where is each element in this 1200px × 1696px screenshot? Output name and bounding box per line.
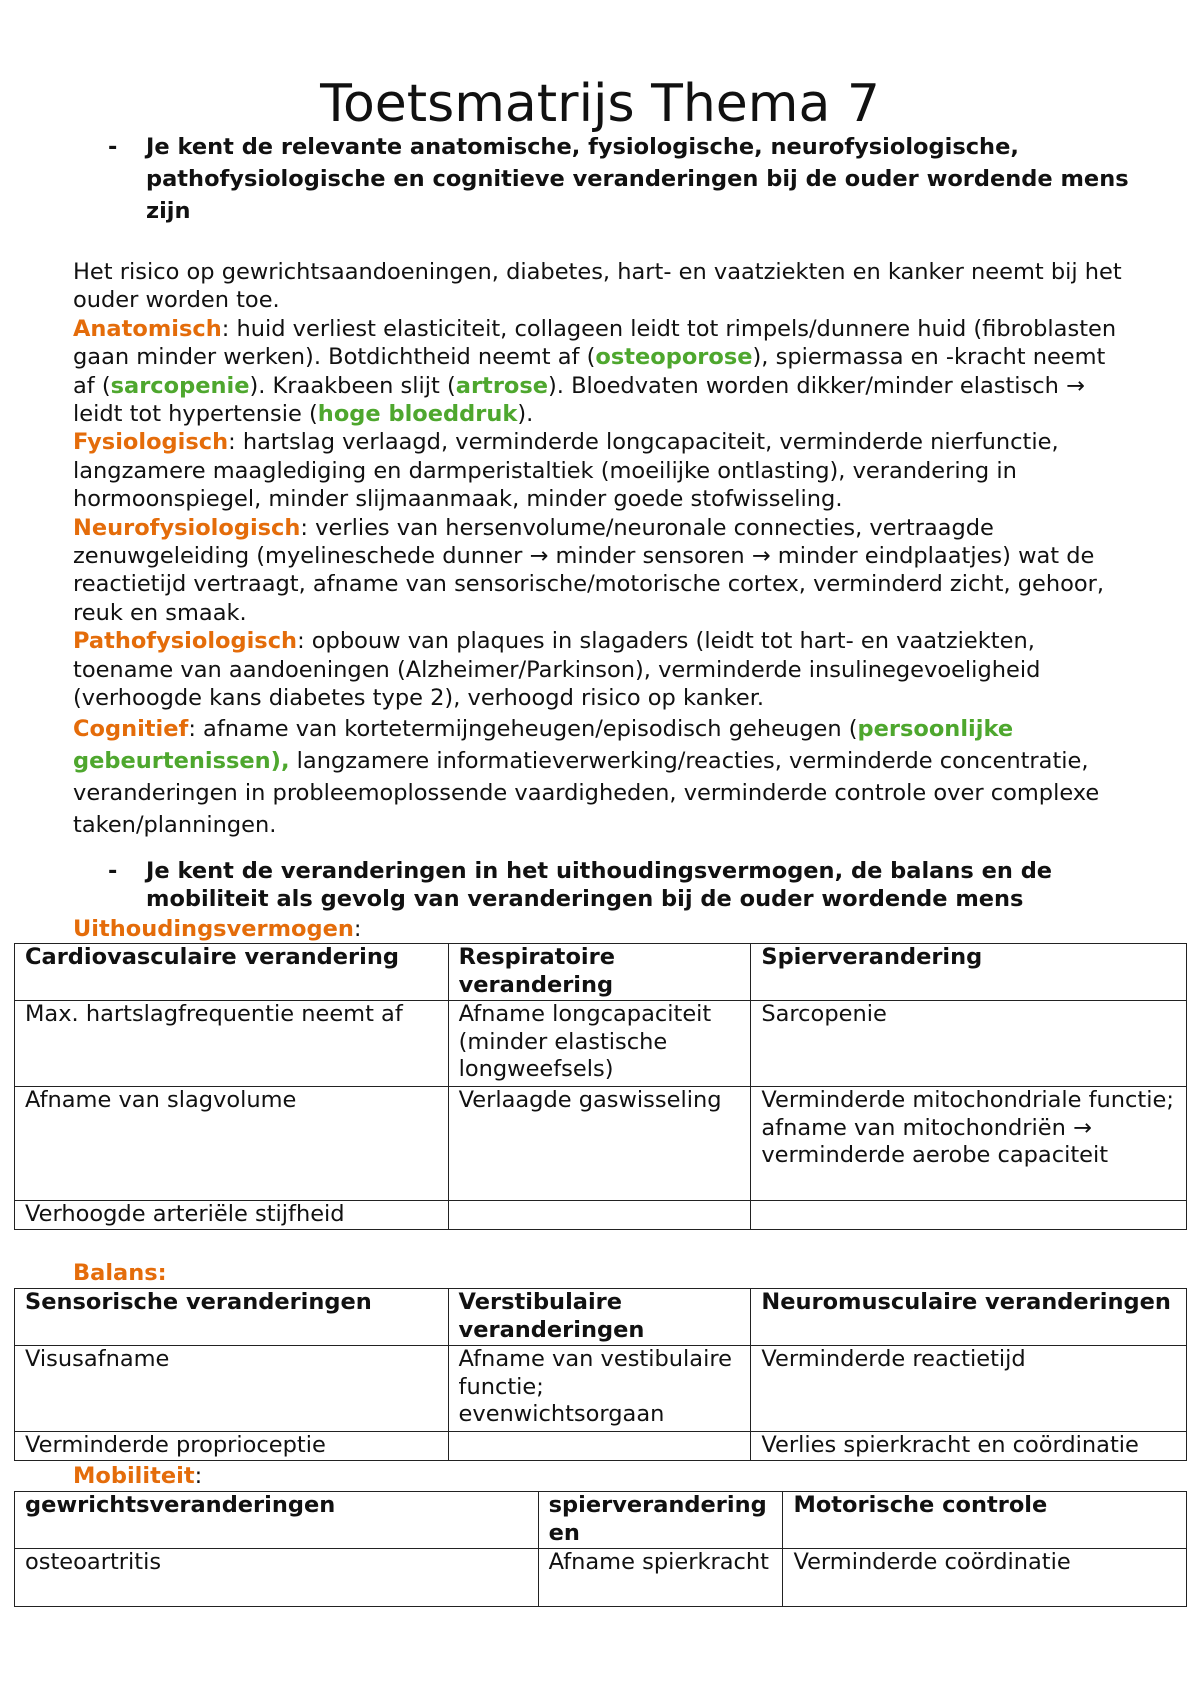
balans-table — [14, 1288, 1187, 1461]
table-cell: Verminderde mitochondriale functie; afname van mitochondriën → verminderde aerobe capaciteit — [751, 1087, 1187, 1201]
table-cell: osteoartritis — [15, 1549, 539, 1607]
bullet-dash: - — [108, 134, 118, 160]
anatomisch-text-3: ). Kraakbeen slijt ( — [249, 372, 456, 399]
table-header-cell: gewrichtsveranderingen — [15, 1492, 539, 1549]
section-label: Balans: — [73, 1260, 167, 1286]
section-suffix: : — [353, 916, 362, 942]
table-cell: Verminderde coördinatie — [783, 1549, 1187, 1607]
table-row — [15, 1087, 1187, 1201]
section-balans — [73, 1259, 167, 1287]
table-header-cell: Spierverandering — [751, 944, 1187, 1001]
cognitief-text-2: langzamere informatieverwerking/reacties, verminderde concentratie, veranderingen in probleemoplossende vaardigheden, verminderde controle over complexe taken/planningen. — [73, 747, 1100, 838]
table-header-cell: Cardiovasculaire verandering — [15, 944, 449, 1001]
anatomisch-text-4: ). Bloedvaten worden dikker/minder elastisch → leidt tot hypertensie ( — [73, 372, 1085, 428]
section-suffix: : — [194, 1463, 203, 1489]
section-uithoudingsvermogen — [73, 915, 361, 943]
body-text — [73, 258, 1133, 841]
term-hoge-bloeddruk: hoge bloeddruk — [317, 401, 518, 428]
anatomisch-text-2: ), spiermassa en -kracht neemt af ( — [73, 344, 1106, 399]
cognitief-label: Cognitief — [73, 715, 189, 742]
pathofysiologisch-text: : opbouw van plaques in slagaders (leidt tot hart- en vaatziekten, toename van aandoeningen (Alzheimer/Parkinson), verminderde insulinegevoeligheid (verhoogde kans diabetes type 2), verhoogd risico op kanker. — [73, 628, 1041, 712]
cognitief-text-1: : afname van kortetermijngeheugen/episodisch geheugen ( — [188, 715, 858, 742]
table-cell: Verminderde proprioceptie — [15, 1432, 449, 1461]
neurofysiologisch-label: Neurofysiologisch — [73, 514, 301, 541]
page-title: Toetsmatrijs Thema 7 — [320, 74, 880, 134]
anatomisch-paragraph — [73, 315, 1133, 429]
anatomisch-text-5: ). — [517, 401, 534, 428]
uithoudingsvermogen-table — [14, 943, 1187, 1230]
table-cell: Max. hartslagfrequentie neemt af — [15, 1001, 449, 1087]
table-header-cell: Respiratoire verandering — [448, 944, 751, 1001]
table-header-cell: Neuromusculaire veranderingen — [751, 1289, 1187, 1346]
table-cell: Afname van vestibulaire functie; evenwichtsorgaan — [448, 1346, 751, 1432]
table-cell: Verlaagde gaswisseling — [448, 1087, 751, 1201]
table-cell: Verhoogde arteriële stijfheid — [15, 1201, 449, 1230]
table-row — [15, 1346, 1187, 1432]
table-header-cell: Motorische controle — [783, 1492, 1187, 1549]
bullet-dash: - — [108, 858, 118, 884]
table-cell: Afname van slagvolume — [15, 1087, 449, 1201]
term-artrose: artrose — [455, 372, 549, 399]
table-row — [15, 1432, 1187, 1461]
learning-goal-2-text: Je kent de veranderingen in het uithoudingsvermogen, de balans en de mobiliteit als gevolg van veranderingen bij de ouder wordende mens — [146, 858, 1053, 912]
fysiologisch-label: Fysiologisch — [73, 429, 229, 456]
table-cell — [448, 1201, 751, 1230]
table-header-row — [15, 1289, 1187, 1346]
table-cell: Verlies spierkracht en coördinatie — [751, 1432, 1187, 1461]
section-mobiliteit — [73, 1462, 202, 1490]
table-cell: Visusafname — [15, 1346, 449, 1432]
table-cell — [448, 1432, 751, 1461]
fysiologisch-paragraph — [73, 428, 1133, 513]
anatomisch-label: Anatomisch — [73, 315, 222, 342]
term-sarcopenie: sarcopenie — [110, 372, 250, 399]
table-row — [15, 1549, 1187, 1607]
section-label: Uithoudingsvermogen — [73, 916, 354, 942]
term-persoonlijke-gebeurtenissen: persoonlijke gebeurtenissen), — [73, 715, 1014, 774]
anatomisch-text-1: : huid verliest elasticiteit, collageen leidt tot rimpels/dunnere huid (fibroblasten gaan minder werken). Botdichtheid neemt af ( — [73, 315, 1117, 371]
learning-goal-1-text: Je kent de relevante anatomische, fysiologische, neurofysiologische, pathofysiologische en cognitieve veranderingen bij de ouder wordende mens zijn — [146, 134, 1129, 224]
pathofysiologisch-label: Pathofysiologisch — [73, 628, 298, 655]
table-cell: Afname spierkracht — [538, 1549, 783, 1607]
fysiologisch-text: : hartslag verlaagd, verminderde longcapaciteit, verminderde nierfunctie, langzamere maaglediging en darmperistaltiek (moeilijke ontlasting), verandering in hormoonspiegel, minder slijmaanmaak, minder goede stofwisseling. — [73, 429, 1059, 513]
table-cell: Sarcopenie — [751, 1001, 1187, 1087]
table-cell: Afname longcapaciteit (minder elastische longweefsels) — [448, 1001, 751, 1087]
table-cell: Verminderde reactietijd — [751, 1346, 1187, 1432]
table-header-cell: spierveranderingen — [538, 1492, 783, 1549]
neurofysiologisch-text: : verlies van hersenvolume/neuronale connecties, vertraagde zenuwgeleiding (myelineschede dunner → minder sensoren → minder eindplaatjes) wat de reactietijd vertraagt, afname van sensorische/motorische cortex, verminderd zicht, gehoor, reuk en smaak. — [73, 514, 1105, 626]
pathofysiologisch-paragraph — [73, 627, 1133, 712]
table-header-row — [15, 944, 1187, 1001]
cognitief-paragraph — [73, 713, 1133, 841]
term-osteoporose: osteoporose — [595, 344, 753, 371]
table-header-row — [15, 1492, 1187, 1549]
table-header-cell: Sensorische veranderingen — [15, 1289, 449, 1346]
table-header-cell: Verstibulaire veranderingen — [448, 1289, 751, 1346]
table-row — [15, 1001, 1187, 1087]
intro-paragraph: Het risico op gewrichtsaandoeningen, diabetes, hart- en vaatziekten en kanker neemt bij het ouder worden toe. — [73, 259, 1122, 314]
table-cell — [751, 1201, 1187, 1230]
mobiliteit-table — [14, 1491, 1187, 1607]
table-row — [15, 1201, 1187, 1230]
neurofysiologisch-paragraph — [73, 514, 1133, 628]
section-label: Mobiliteit — [73, 1463, 195, 1489]
